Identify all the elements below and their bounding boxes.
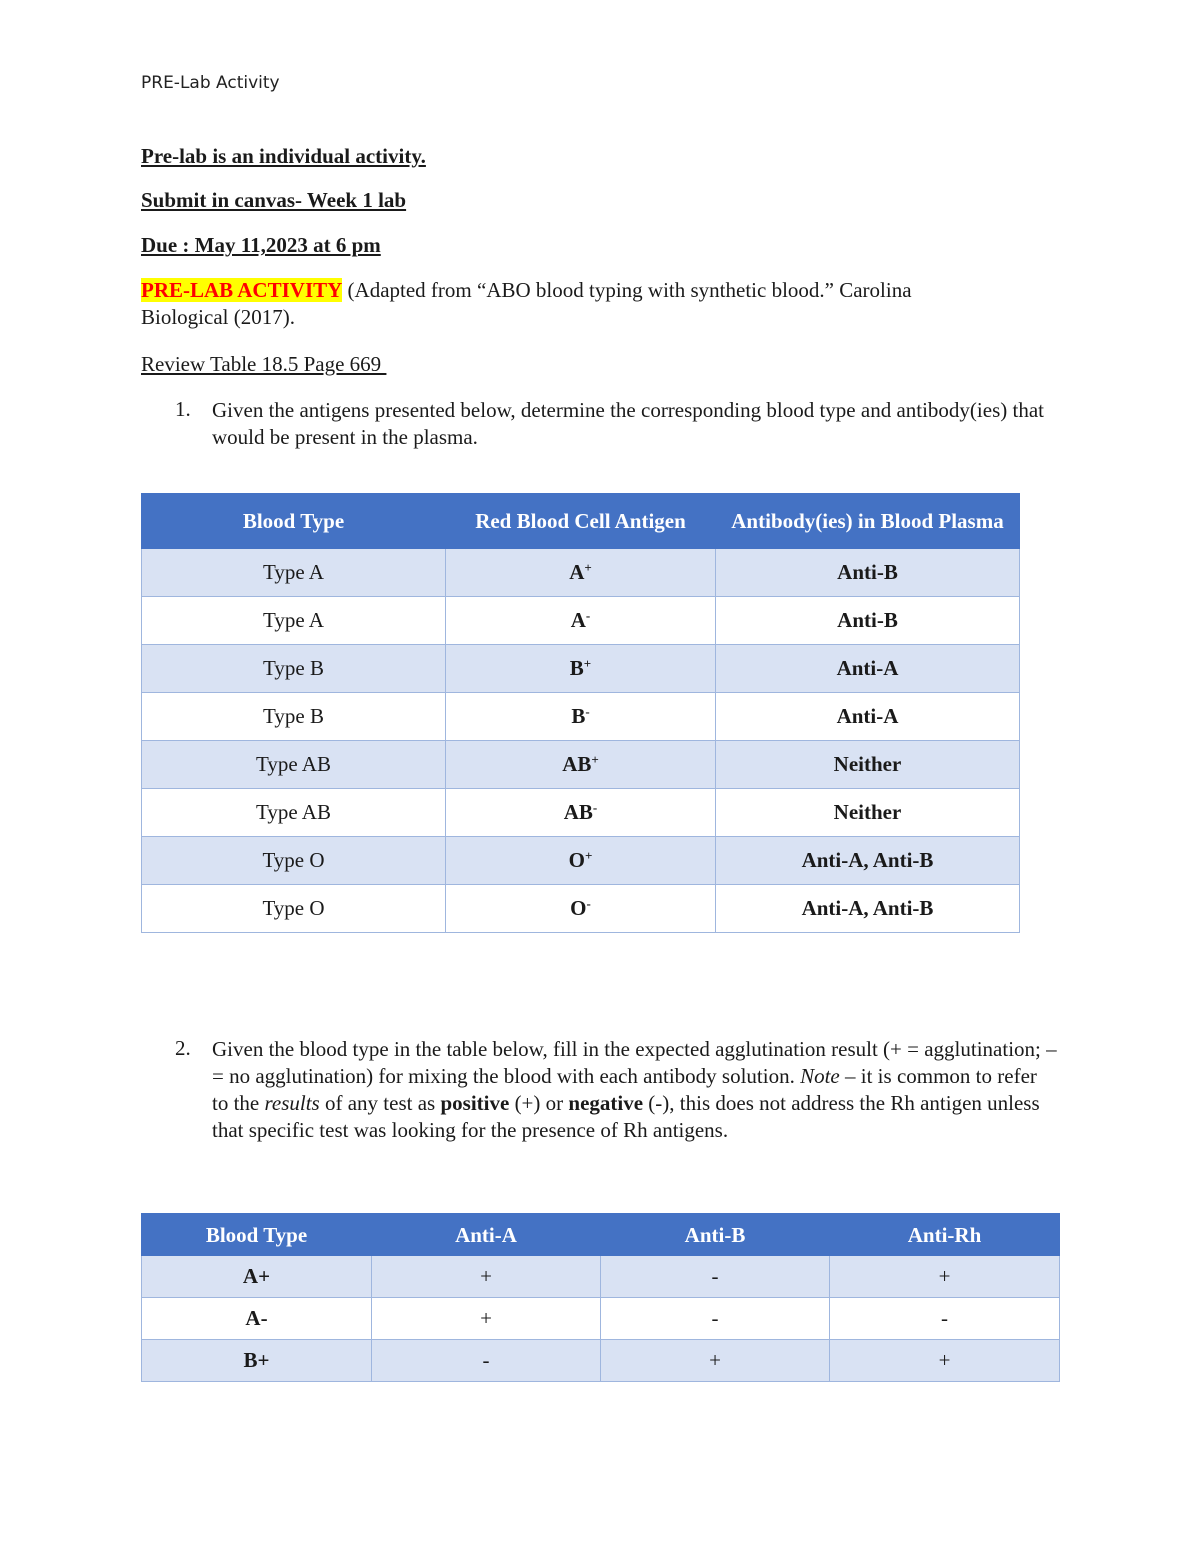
review-reference: Review Table 18.5 Page 669 [141, 352, 387, 376]
activity-highlight: PRE-LAB ACTIVITY [141, 278, 343, 302]
antigen-cell [446, 789, 716, 837]
antigen-label: AB [563, 800, 593, 824]
antibody-cell: Anti-A [716, 693, 1020, 741]
table-row [142, 645, 1020, 693]
antigen-label: A [569, 560, 585, 584]
antigen-cell [446, 693, 716, 741]
page-header: PRE-Lab Activity [141, 73, 280, 93]
antibody-cell: Anti-B [716, 549, 1020, 597]
q2-text-part: – it is common to refer to the [212, 1064, 1037, 1115]
result-cell: + [372, 1256, 601, 1298]
blood-type-cell: Type O [142, 837, 446, 885]
antigen-cell [446, 885, 716, 933]
instruction-due: Due : May 11,2023 at 6 pm [141, 233, 381, 257]
table-row [142, 597, 1020, 645]
result-cell: + [601, 1340, 830, 1382]
table-row [142, 789, 1020, 837]
antigen-cell [446, 741, 716, 789]
table-row [142, 741, 1020, 789]
antigen-cell [446, 837, 716, 885]
antigen-label: O [568, 848, 585, 872]
q2-negative: negative [568, 1091, 644, 1115]
rh-sign: + [583, 656, 592, 671]
question-2-number: 2. [175, 1036, 191, 1060]
table-row [142, 1298, 1060, 1340]
rh-sign: - [585, 704, 590, 719]
column-header: Anti-Rh [830, 1214, 1060, 1256]
rh-sign: + [584, 560, 592, 575]
rh-sign: + [591, 752, 599, 767]
antibody-cell: Neither [716, 789, 1020, 837]
instruction-submit: Submit in canvas- Week 1 lab [141, 188, 407, 212]
result-cell: - [830, 1298, 1060, 1340]
question-1-text: Given the antigens presented below, determine the corresponding blood type and antibody(ies) that would be present in the plasma. [212, 398, 1044, 449]
column-header: Blood Type [142, 494, 446, 549]
antigen-cell [446, 549, 716, 597]
q2-text-part: (-), this does not address the Rh antigen unless that specific test was looking for the presence of Rh antigens. [212, 1091, 1040, 1142]
table-row [142, 1256, 1060, 1298]
antigen-label: B [571, 704, 586, 728]
table-row [142, 1340, 1060, 1382]
antibody-cell: Anti-A [716, 645, 1020, 693]
antigen-label: O [570, 896, 587, 920]
antigen-label: B [569, 656, 584, 680]
table-row [142, 693, 1020, 741]
antigen-cell [446, 645, 716, 693]
result-cell: - [601, 1298, 830, 1340]
result-cell: + [830, 1340, 1060, 1382]
column-header: Anti-B [601, 1214, 830, 1256]
blood-type-cell: Type AB [142, 789, 446, 837]
column-header: Antibody(ies) in Blood Plasma [716, 494, 1020, 549]
column-header: Red Blood Cell Antigen [446, 494, 716, 549]
antigen-label: AB [562, 752, 592, 776]
intro-text-1: (Adapted from “ABO blood typing with synthetic blood.” Carolina [342, 278, 912, 302]
instruction-individual: Pre-lab is an individual activity. [141, 144, 426, 168]
rh-sign: - [586, 896, 591, 911]
blood-type-cell: Type A [142, 597, 446, 645]
q2-positive: positive [440, 1091, 510, 1115]
intro-paragraph [141, 277, 1041, 331]
result-cell: - [372, 1340, 601, 1382]
blood-type-cell: A- [142, 1298, 372, 1340]
blood-type-cell: Type A [142, 549, 446, 597]
rh-sign: - [585, 608, 591, 623]
q2-results: results [264, 1091, 320, 1115]
column-header: Anti-A [372, 1214, 601, 1256]
intro-text-2: Biological (2017). [141, 305, 295, 329]
blood-type-cell: Type B [142, 693, 446, 741]
result-cell: + [830, 1256, 1060, 1298]
table-row [142, 837, 1020, 885]
rh-sign: - [592, 800, 598, 815]
antibody-cell: Anti-A, Anti-B [716, 837, 1020, 885]
question-1-number: 1. [175, 397, 191, 421]
blood-type-cell: B+ [142, 1340, 372, 1382]
question-2-text [212, 1036, 1057, 1144]
blood-type-cell: Type B [142, 645, 446, 693]
table-row [142, 885, 1020, 933]
antibody-cell: Neither [716, 741, 1020, 789]
blood-type-cell: Type O [142, 885, 446, 933]
agglutination-table [141, 1213, 1060, 1382]
q2-note: Note [800, 1064, 840, 1088]
blood-type-cell: Type AB [142, 741, 446, 789]
antigen-cell [446, 597, 716, 645]
blood-type-cell: A+ [142, 1256, 372, 1298]
result-cell: + [372, 1298, 601, 1340]
column-header: Blood Type [142, 1214, 372, 1256]
table-row [142, 549, 1020, 597]
q2-text-part: (+) or [509, 1091, 569, 1115]
result-cell: - [601, 1256, 830, 1298]
antigen-label: A [570, 608, 586, 632]
antibody-cell: Anti-A, Anti-B [716, 885, 1020, 933]
antibody-cell: Anti-B [716, 597, 1020, 645]
q2-text-part: of any test as [319, 1091, 441, 1115]
rh-sign: + [584, 848, 593, 863]
blood-type-antigen-table [141, 493, 1020, 933]
q2-text-part: Given the blood type in the table below, fill in the expected agglutination result (+ = agglutination; – = no agglutination) for mixing the blood with each antibody solution. [212, 1037, 1057, 1088]
